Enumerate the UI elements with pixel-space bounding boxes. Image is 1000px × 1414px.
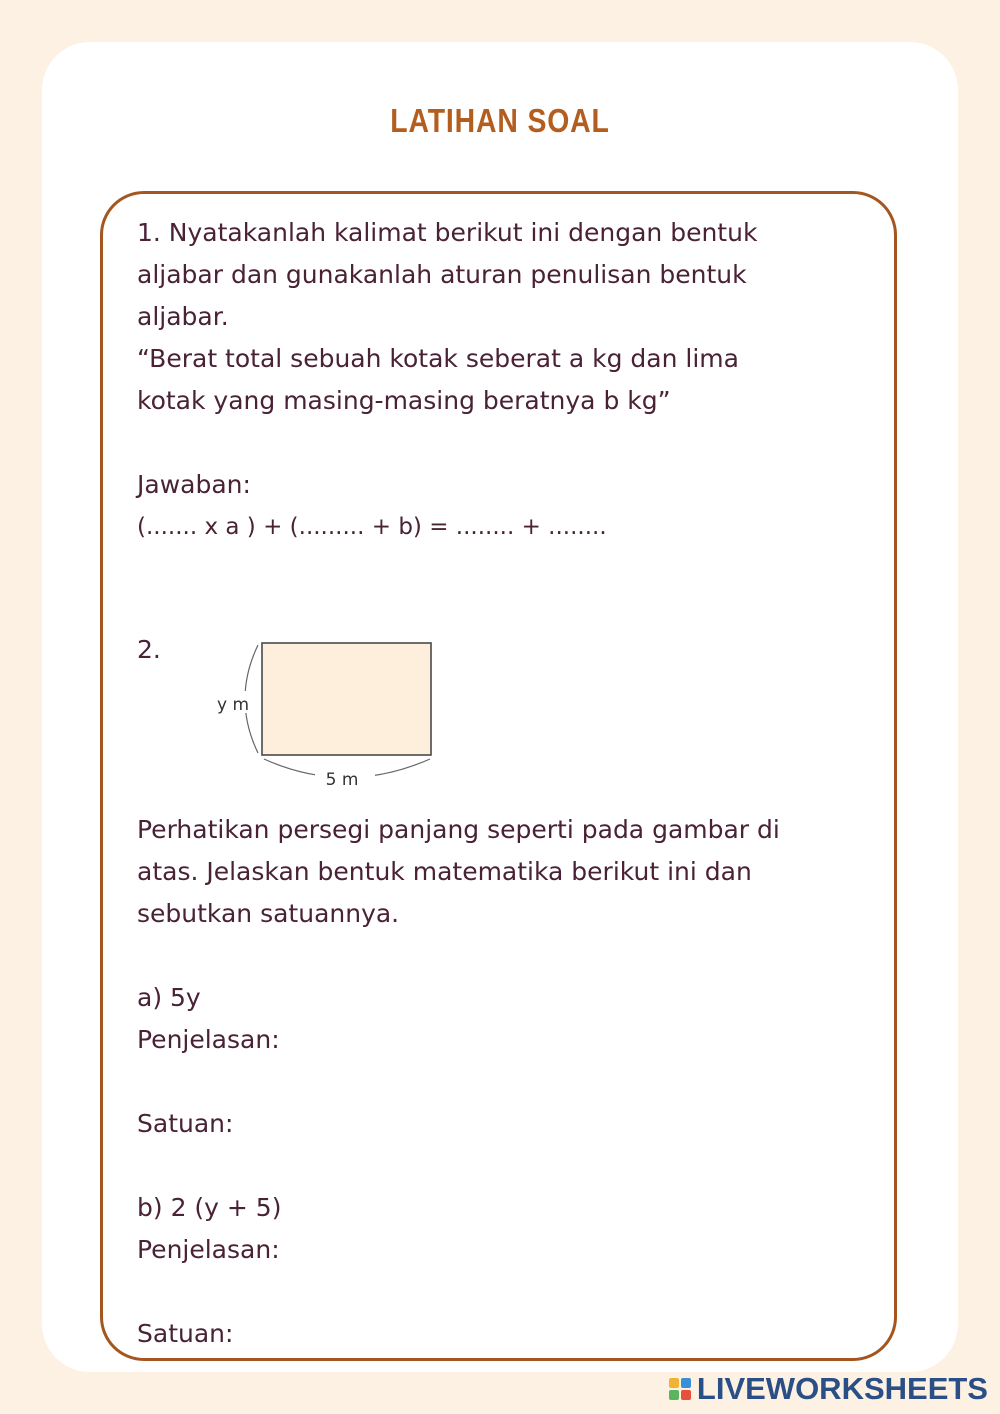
- logo-square: [669, 1390, 679, 1400]
- q1-line: aljabar dan gunakanlah aturan penulisan bentuk: [137, 260, 747, 289]
- q2a-unit-label: Satuan:: [137, 1109, 234, 1138]
- q2-number: 2.: [137, 635, 161, 664]
- rectangle-diagram: [200, 630, 460, 800]
- logo-square: [669, 1378, 679, 1388]
- logo-square: [681, 1378, 691, 1388]
- q2b-explain-label: Penjelasan:: [137, 1235, 280, 1264]
- q1-answer-template: (....... x a ) + (......... + b) = ........ + ........: [137, 514, 607, 540]
- q2b-unit-label: Satuan:: [137, 1319, 234, 1348]
- width-label: 5 m: [325, 770, 359, 790]
- brand-text: LIVEWORKSHEETS: [696, 1371, 988, 1406]
- question-1: [137, 212, 837, 548]
- q1-line: kotak yang masing-masing beratnya b kg”: [137, 386, 671, 415]
- height-label: y m: [216, 695, 250, 715]
- page-title: LATIHAN SOAL: [390, 102, 610, 139]
- q2a-explain-label: Penjelasan:: [137, 1025, 280, 1054]
- rectangle-shape: [262, 643, 431, 755]
- q2-line: atas. Jelaskan bentuk matematika berikut ini dan: [137, 857, 752, 886]
- liveworksheets-brand[interactable]: [669, 1371, 988, 1407]
- logo-square: [681, 1390, 691, 1400]
- q2-line: Perhatikan persegi panjang seperti pada gambar di: [137, 815, 780, 844]
- question-2: [137, 809, 847, 1355]
- liveworksheets-logo-icon: [669, 1378, 691, 1400]
- q1-line: “Berat total sebuah kotak seberat a kg dan lima: [137, 344, 739, 373]
- q2-line: sebutkan satuannya.: [137, 899, 400, 928]
- q1-line: 1. Nyatakanlah kalimat berikut ini dengan bentuk: [137, 218, 758, 247]
- q1-answer-label: Jawaban:: [137, 470, 251, 499]
- q1-line: aljabar.: [137, 302, 229, 331]
- q2a-expression: a) 5y: [137, 983, 201, 1012]
- q2b-expression: b) 2 (y + 5): [137, 1193, 282, 1222]
